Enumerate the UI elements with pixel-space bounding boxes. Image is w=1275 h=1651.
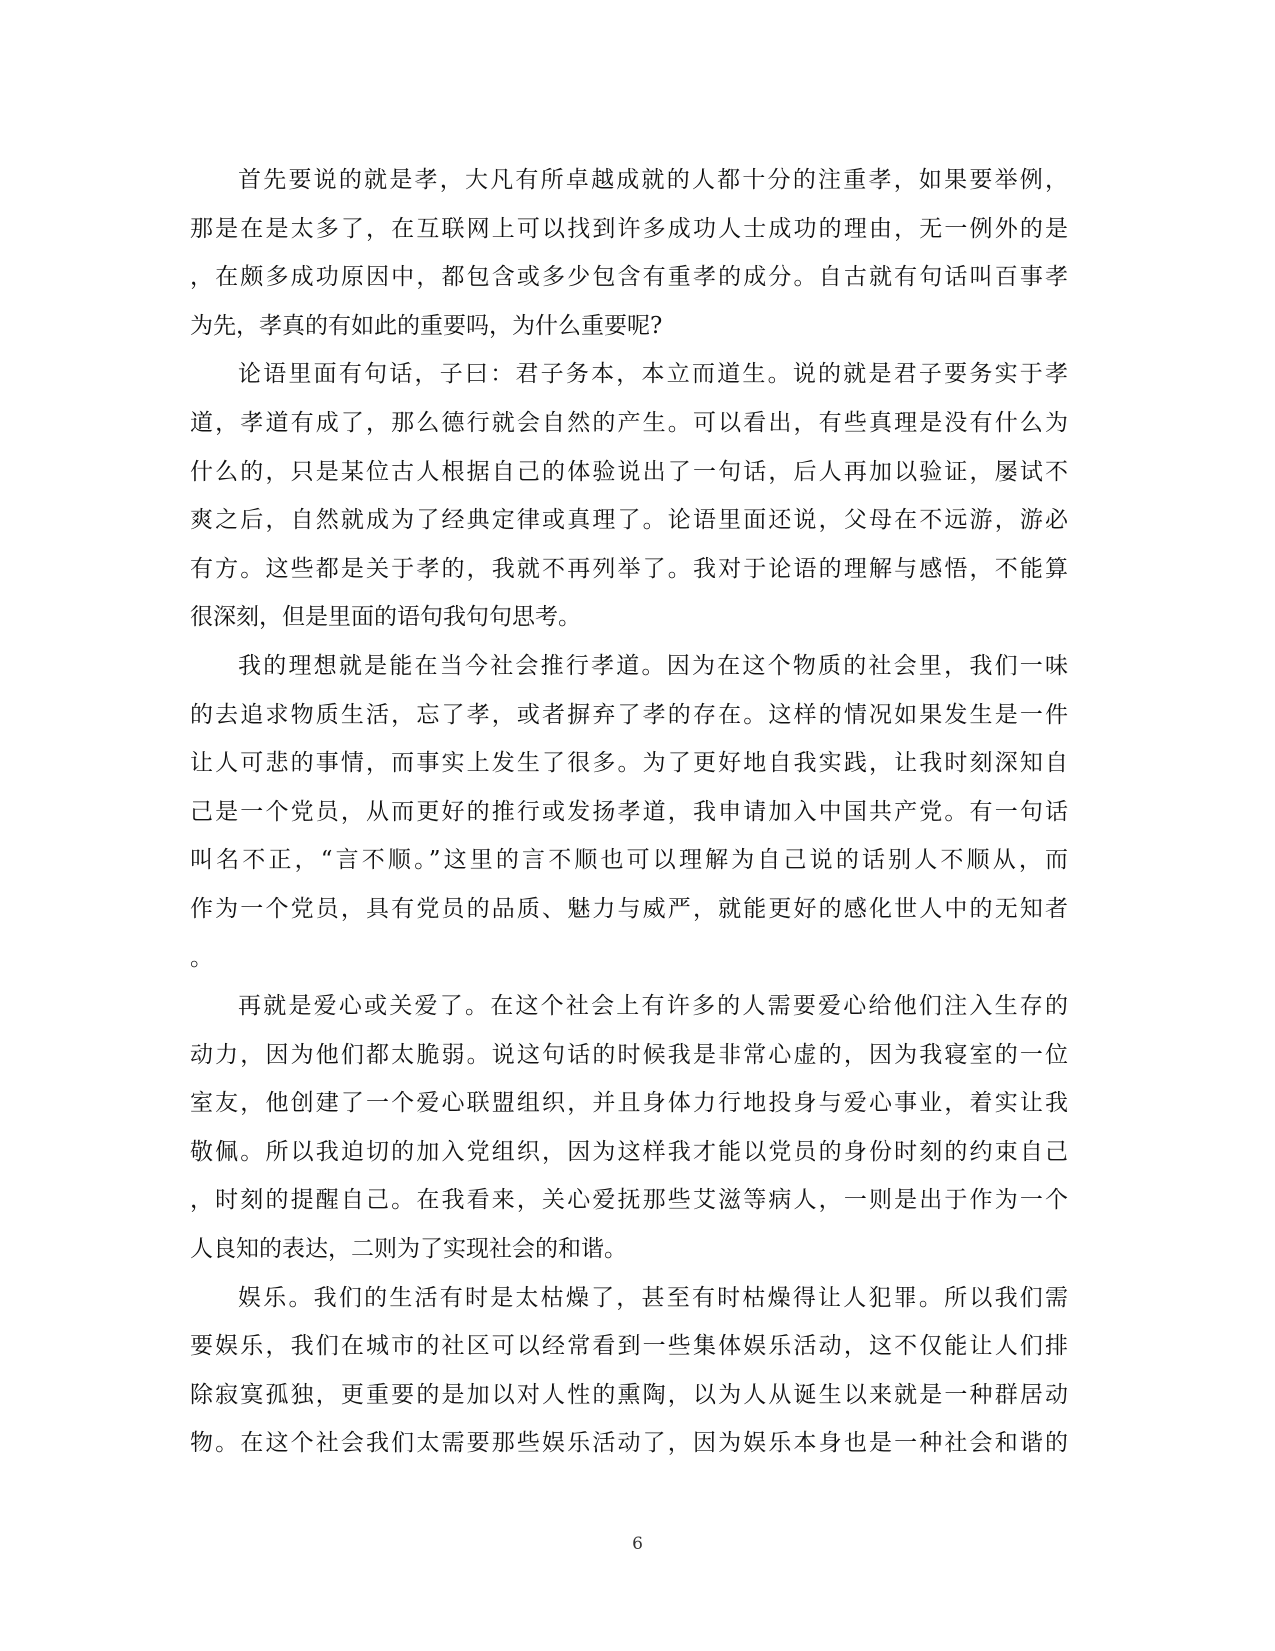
paragraph-line: ，在颇多成功原因中，都包含或多少包含有重孝的成分。自古就有句话叫百事孝	[190, 264, 1068, 291]
paragraph-first-line: 娱乐。我们的生活有时是太枯燥了，甚至有时枯燥得让人犯罪。所以我们需	[238, 1284, 1068, 1311]
paragraph-line: 物。在这个社会我们太需要那些娱乐活动了，因为娱乐本身也是一种社会和谐的	[190, 1430, 1068, 1457]
paragraph-line: ，时刻的提醒自己。在我看来，关心爱抚那些艾滋等病人，一则是出于作为一个	[190, 1187, 1068, 1214]
paragraph-line: 人良知的表达，二则为了实现社会的和谐。	[190, 1236, 627, 1263]
paragraph-line: 有方。这些都是关于孝的，我就不再列举了。我对于论语的理解与感悟，不能算	[190, 555, 1068, 582]
paragraph-line: 为先，孝真的有如此的重要吗，为什么重要呢?	[190, 312, 663, 339]
paragraph-line: 动力，因为他们都太脆弱。说这句话的时候我是非常心虚的，因为我寝室的一位	[190, 1041, 1068, 1068]
paragraph-line: 除寂寞孤独，更重要的是加以对人性的熏陶，以为人从诞生以来就是一种群居动	[190, 1381, 1068, 1408]
paragraph-line: 己是一个党员，从而更好的推行或发扬孝道，我申请加入中国共产党。有一句话	[190, 798, 1068, 825]
paragraph-line: 那是在是太多了，在互联网上可以找到许多成功人士成功的理由，无一例外的是	[190, 215, 1068, 242]
paragraph-line: 叫名不正，“言不顺。”这里的言不顺也可以理解为自己说的话别人不顺从，而	[190, 847, 1068, 874]
paragraph-line: 敬佩。所以我迫切的加入党组织，因为这样我才能以党员的身份时刻的约束自己	[190, 1138, 1068, 1165]
paragraph-line: 作为一个党员，具有党员的品质、魅力与威严，就能更好的感化世人中的无知者	[190, 895, 1068, 922]
paragraph-first-line: 再就是爱心或关爱了。在这个社会上有许多的人需要爱心给他们注入生存的	[238, 993, 1068, 1020]
paragraph-first-line: 首先要说的就是孝，大凡有所卓越成就的人都十分的注重孝，如果要举例，	[238, 167, 1068, 193]
paragraph-line: 。	[190, 944, 213, 971]
paragraph-line: 要娱乐，我们在城市的社区可以经常看到一些集体娱乐活动，这不仅能让人们排	[190, 1333, 1068, 1360]
paragraph-line: 让人可悲的事情，而事实上发生了很多。为了更好地自我实践，让我时刻深知自	[190, 750, 1068, 777]
paragraph-line: 很深刻，但是里面的语句我句句思考。	[190, 604, 581, 631]
paragraph-first-line: 论语里面有句话，子曰：君子务本，本立而道生。说的就是君子要务实于孝	[238, 361, 1068, 388]
paragraph-line: 爽之后，自然就成为了经典定律或真理了。论语里面还说，父母在不远游，游必	[190, 507, 1068, 534]
paragraph-line: 道，孝道有成了，那么德行就会自然的产生。可以看出，有些真理是没有什么为	[190, 409, 1068, 436]
paragraph-line: 室友，他创建了一个爱心联盟组织，并且身体力行地投身与爱心事业，着实让我	[190, 1090, 1068, 1117]
page-number: 6	[632, 1534, 643, 1554]
paragraph-line: 什么的，只是某位古人根据自己的体验说出了一句话，后人再加以验证，屡试不	[190, 458, 1068, 485]
paragraph-first-line: 我的理想就是能在当今社会推行孝道。因为在这个物质的社会里，我们一味	[238, 652, 1068, 679]
body-text	[190, 156, 1068, 1468]
paragraph-line: 的去追求物质生活，忘了孝，或者摒弃了孝的存在。这样的情况如果发生是一件	[190, 701, 1068, 728]
